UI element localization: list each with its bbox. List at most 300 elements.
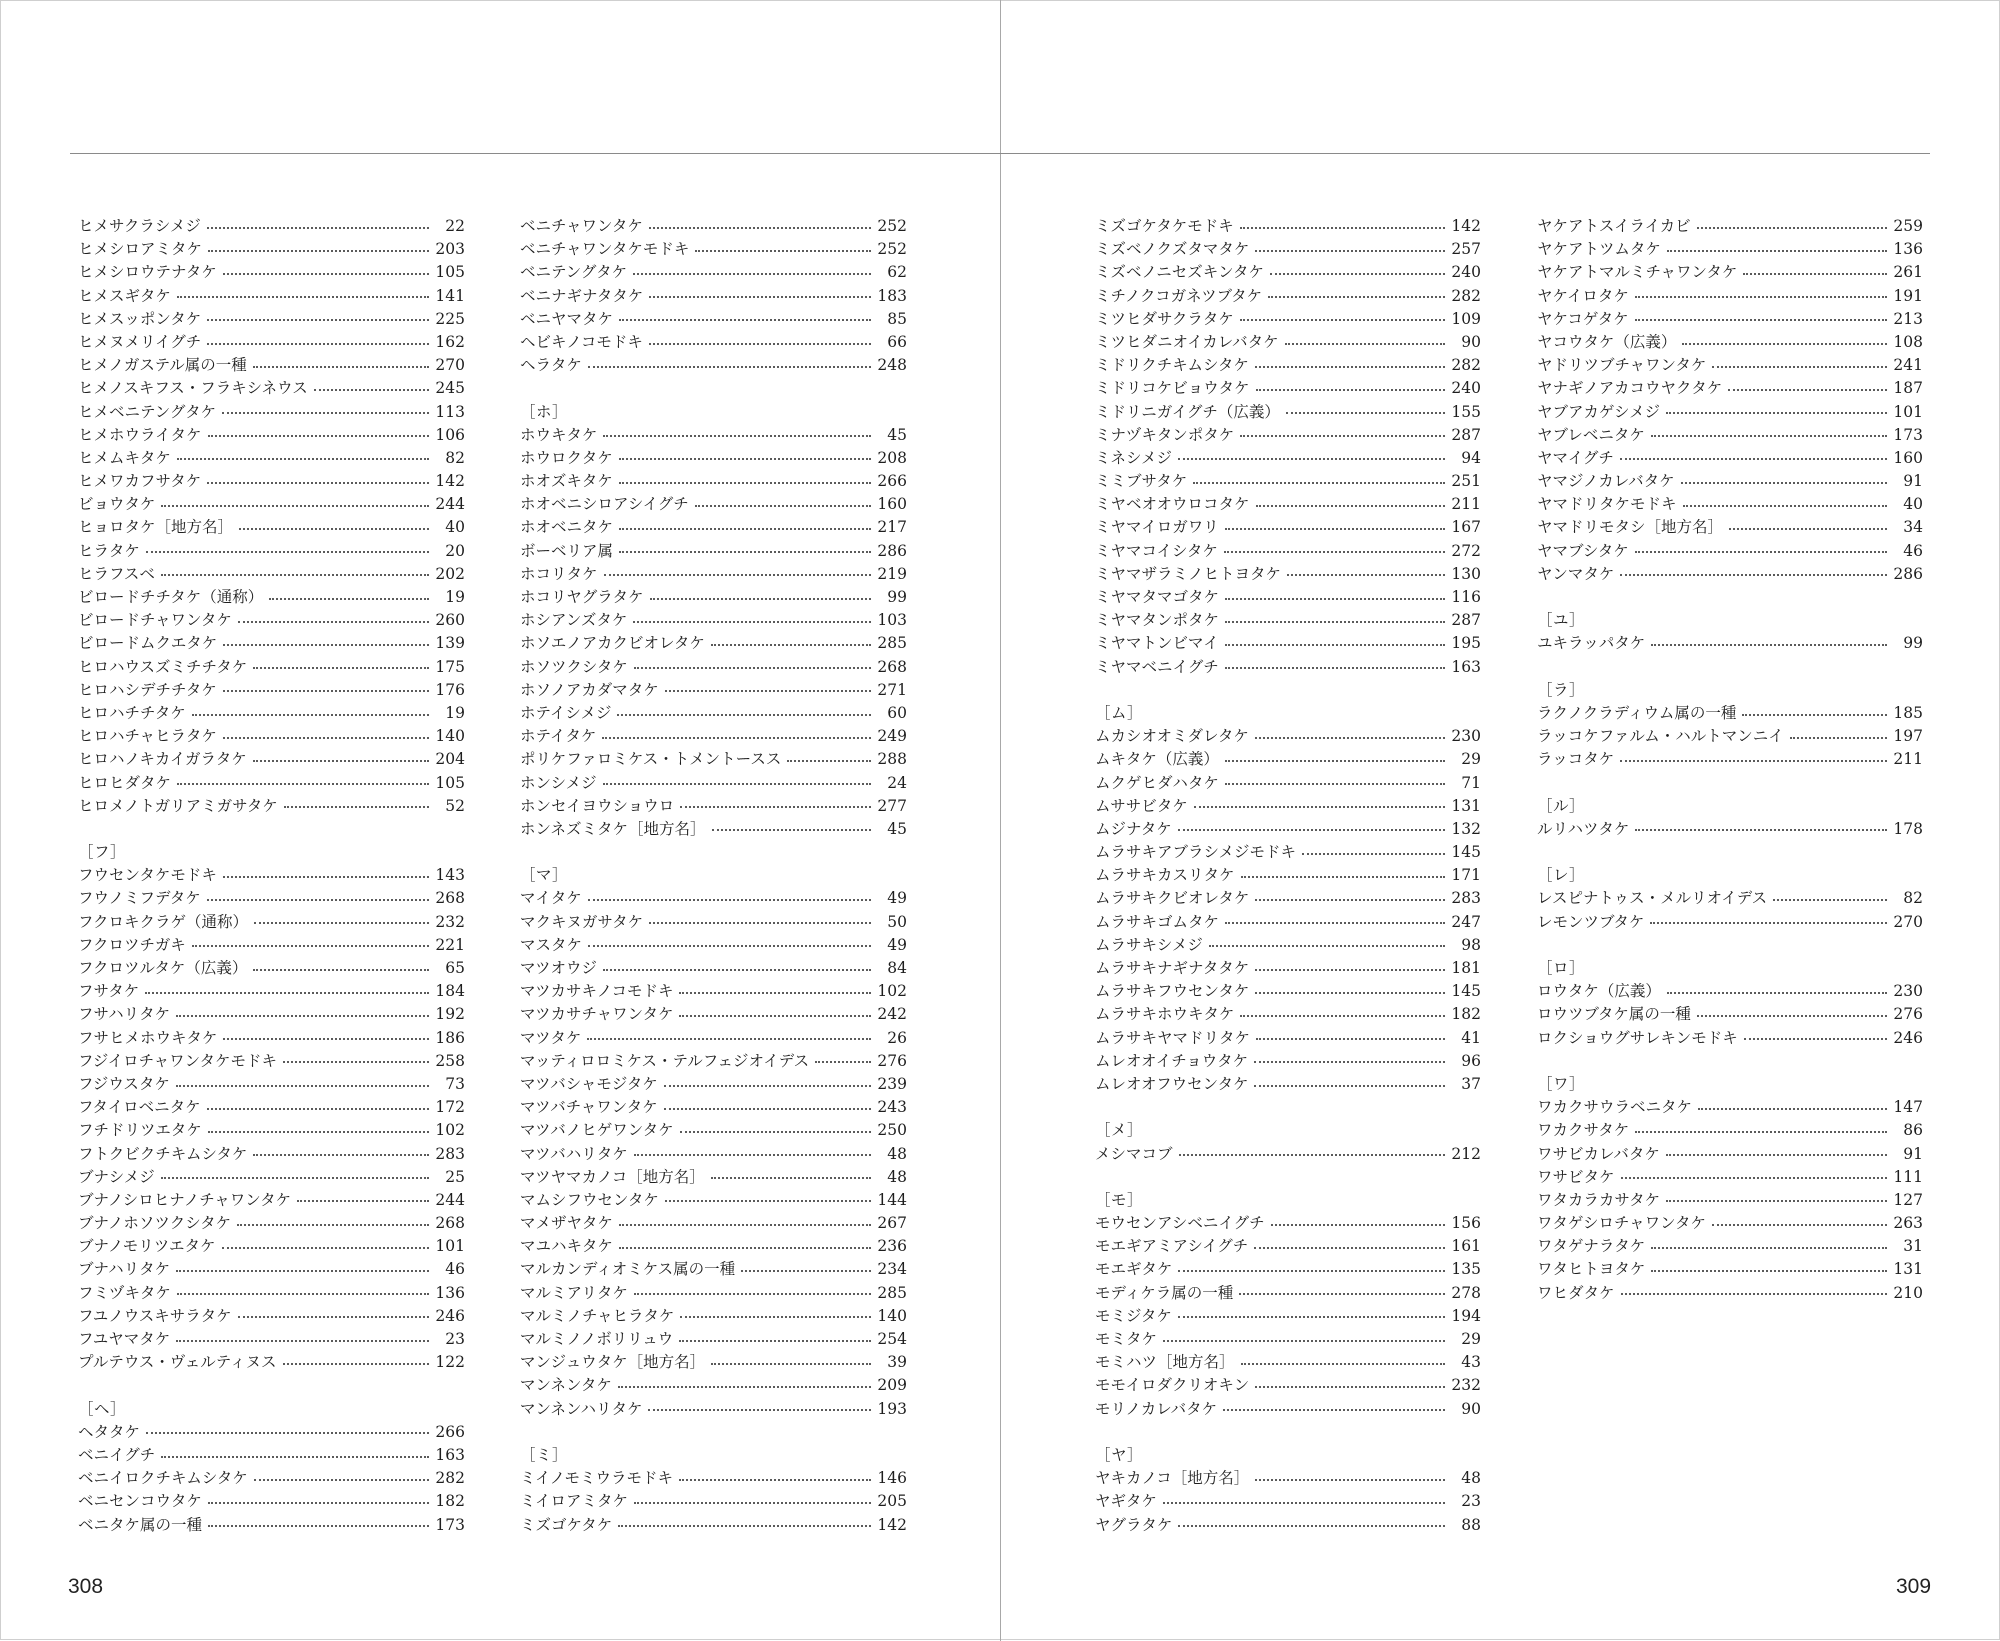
dot-leader — [649, 922, 871, 924]
entry-name: ボーベリア属 — [520, 541, 614, 560]
dot-leader — [207, 343, 429, 345]
index-entry — [78, 540, 465, 563]
index-entry — [520, 1514, 907, 1537]
entry-page-number: 173 — [1893, 425, 1923, 444]
entry-page-number: 248 — [877, 356, 907, 375]
entry-name: ヒョロタケ［地方名］ — [78, 518, 234, 537]
entry-name: ホソツクシタケ — [520, 657, 628, 676]
index-entry — [520, 1166, 907, 1189]
entry-name: ムラサキホウキタケ — [1095, 1005, 1235, 1024]
section-heading: ［ム］ — [1095, 703, 1144, 722]
entry-name: ビロードチャワンタケ — [78, 611, 232, 630]
index-entry — [1095, 1235, 1481, 1258]
entry-name: ホンネズミタケ［地方名］ — [520, 819, 706, 838]
index-entry — [78, 1490, 465, 1513]
index-entry — [1095, 285, 1481, 308]
dot-leader — [604, 574, 871, 576]
index-entry — [78, 424, 465, 447]
entry-page-number: 245 — [435, 379, 465, 398]
dot-leader — [176, 1085, 429, 1087]
entry-name: マツカサチャワンタケ — [520, 1005, 674, 1024]
dot-leader — [1255, 969, 1445, 971]
dot-leader — [680, 1316, 871, 1318]
entry-page-number: 270 — [1893, 912, 1923, 931]
entry-name: ヒメヌメリイグチ — [78, 332, 202, 351]
index-entry — [1095, 772, 1481, 795]
index-entry — [1095, 1351, 1481, 1374]
dot-leader — [1256, 389, 1445, 391]
dot-leader — [223, 737, 429, 739]
entry-name: ミドリクチキムシタケ — [1095, 356, 1249, 375]
index-entry — [520, 1003, 907, 1026]
dot-leader — [679, 1340, 871, 1342]
dot-leader — [1712, 1224, 1887, 1226]
entry-page-number: 31 — [1903, 1237, 1923, 1256]
index-entry — [1095, 1328, 1481, 1351]
header-rule-right — [1000, 153, 1930, 154]
entry-page-number: 91 — [1903, 472, 1923, 491]
entry-name: ベニテングタケ — [520, 263, 628, 282]
index-section — [520, 215, 907, 377]
entry-page-number: 267 — [877, 1214, 907, 1233]
entry-page-number: 184 — [435, 982, 465, 1001]
dot-leader — [1697, 227, 1887, 229]
entry-page-number: 282 — [1451, 286, 1481, 305]
index-entry — [1095, 308, 1481, 331]
entry-page-number: 243 — [877, 1098, 907, 1117]
dot-leader — [177, 783, 429, 785]
entry-name: ムキタケ（広義） — [1095, 750, 1219, 769]
index-entry — [1537, 261, 1923, 284]
dot-leader — [619, 1247, 871, 1249]
entry-page-number: 252 — [877, 217, 907, 235]
entry-name: マンジュウタケ［地方名］ — [520, 1353, 706, 1372]
index-entry — [1095, 331, 1481, 354]
dot-leader — [664, 1108, 871, 1110]
entry-name: ホテイタケ — [520, 727, 597, 746]
entry-name: フサヒメホウキタケ — [78, 1028, 218, 1047]
index-entry — [520, 1189, 907, 1212]
index-entry — [1095, 725, 1481, 748]
index-entry — [1537, 516, 1923, 539]
index-entry — [1095, 516, 1481, 539]
index-entry — [520, 238, 907, 261]
entry-name: ミツヒダサクラタケ — [1095, 309, 1234, 328]
entry-page-number: 240 — [1451, 379, 1481, 398]
dot-leader — [665, 1200, 871, 1202]
entry-name: ミチノクコガネツブタケ — [1095, 286, 1263, 305]
dot-leader — [1698, 1108, 1887, 1110]
entry-name: ワタカラカサタケ — [1537, 1190, 1661, 1209]
dot-leader — [1682, 343, 1887, 345]
dot-leader — [1650, 922, 1887, 924]
entry-page-number: 163 — [1451, 657, 1481, 676]
dot-leader — [1194, 806, 1445, 808]
entry-page-number: 230 — [1893, 982, 1923, 1001]
index-entry — [1095, 656, 1481, 679]
entry-page-number: 99 — [887, 588, 907, 606]
index-entry — [520, 748, 907, 771]
index-entry — [520, 656, 907, 679]
entry-page-number: 268 — [435, 1214, 465, 1233]
dot-leader — [238, 621, 429, 623]
index-entry — [1095, 424, 1481, 447]
entry-page-number: 60 — [887, 703, 907, 722]
section-heading: ［メ］ — [1095, 1121, 1144, 1140]
entry-name: ベニイグチ — [78, 1445, 156, 1464]
dot-leader — [1179, 1154, 1445, 1156]
dot-leader — [587, 1038, 871, 1040]
index-entry — [520, 1490, 907, 1513]
entry-page-number: 127 — [1893, 1190, 1923, 1209]
index-entry — [1537, 702, 1923, 725]
dot-leader — [1255, 1386, 1445, 1388]
entry-name: ロウツブタケ属の一種 — [1537, 1005, 1691, 1024]
dot-leader — [208, 435, 429, 437]
dot-leader — [1271, 1224, 1445, 1226]
entry-name: マンネンハリタケ — [520, 1399, 643, 1418]
entry-name: ミヤマタンポタケ — [1095, 611, 1220, 630]
index-entry — [520, 887, 907, 910]
entry-page-number: 144 — [877, 1190, 907, 1209]
entry-page-number: 217 — [877, 518, 907, 537]
index-entry — [78, 1258, 465, 1281]
entry-name: マツバチャワンタケ — [520, 1098, 658, 1117]
entry-page-number: 182 — [435, 1492, 465, 1511]
entry-page-number: 147 — [1893, 1098, 1923, 1117]
index-section — [1095, 1119, 1481, 1165]
index-entry — [520, 285, 907, 308]
entry-name: ムラサキシメジ — [1095, 935, 1203, 954]
entry-page-number: 105 — [435, 263, 465, 282]
index-section — [1095, 1444, 1481, 1537]
entry-name: ヤドリツブチャワンタケ — [1537, 356, 1707, 375]
entry-name: フジウスタケ — [78, 1074, 170, 1093]
entry-name: ミナヅキタンポタケ — [1095, 425, 1235, 444]
entry-name: マツバハリタケ — [520, 1144, 628, 1163]
dot-leader — [665, 690, 871, 692]
index-entry — [1537, 215, 1923, 238]
entry-name: マツバノヒゲワンタケ — [520, 1121, 674, 1140]
index-entry — [520, 702, 907, 725]
dot-leader — [1635, 296, 1887, 298]
entry-name: ビロードムクエタケ — [78, 634, 218, 653]
index-entry — [1537, 1189, 1923, 1212]
index-section — [520, 864, 907, 1421]
dot-leader — [603, 435, 871, 437]
dot-leader — [679, 1015, 871, 1017]
entry-name: ホソノアカダマタケ — [520, 680, 659, 699]
entry-page-number: 116 — [1451, 588, 1481, 606]
entry-name: ホンシメジ — [520, 773, 597, 792]
entry-page-number: 29 — [1461, 1330, 1481, 1348]
index-entry — [1537, 447, 1923, 470]
entry-name: マンネンタケ — [520, 1376, 612, 1395]
entry-name: モミハツ［地方名］ — [1095, 1353, 1235, 1372]
dot-leader — [1651, 435, 1887, 437]
dot-leader — [253, 760, 429, 762]
index-entry — [78, 934, 465, 957]
index-entry — [520, 772, 907, 795]
entry-page-number: 139 — [435, 634, 465, 653]
entry-page-number: 145 — [1451, 982, 1481, 1001]
dot-leader — [223, 1038, 429, 1040]
entry-page-number: 160 — [1893, 448, 1923, 467]
index-entry — [1537, 1143, 1923, 1166]
index-entry — [1095, 1514, 1481, 1537]
dot-leader — [1241, 876, 1445, 878]
entry-page-number: 285 — [877, 634, 907, 653]
entry-name: フクロツチガキ — [78, 935, 186, 954]
entry-name: ミヤマトンビマイ — [1095, 634, 1219, 653]
dot-leader — [1651, 1270, 1887, 1272]
entry-name: ルリハツタケ — [1537, 819, 1630, 838]
entry-name: レモンツブタケ — [1537, 912, 1645, 931]
dot-leader — [1178, 1525, 1445, 1527]
index-entry — [520, 725, 907, 748]
entry-page-number: 202 — [435, 564, 465, 583]
entry-page-number: 211 — [1893, 750, 1923, 769]
page-number-right: 309 — [1896, 1575, 1932, 1598]
dot-leader — [1286, 412, 1445, 414]
dot-leader — [208, 1525, 429, 1527]
dot-leader — [1255, 366, 1445, 368]
entry-page-number: 244 — [435, 1190, 465, 1209]
entry-name: フミヅキタケ — [78, 1283, 171, 1302]
dot-leader — [1193, 482, 1445, 484]
entry-page-number: 131 — [1893, 1260, 1923, 1279]
dot-leader — [649, 227, 871, 229]
entry-page-number: 195 — [1451, 634, 1481, 653]
index-entry — [78, 1444, 465, 1467]
dot-leader — [1743, 273, 1887, 275]
dot-leader — [1240, 319, 1445, 321]
dot-leader — [1620, 574, 1887, 576]
entry-page-number: 163 — [435, 1445, 465, 1464]
entry-page-number: 49 — [887, 935, 907, 954]
entry-name: ムササビタケ — [1095, 796, 1188, 815]
dot-leader — [1666, 1154, 1887, 1156]
entry-page-number: 25 — [445, 1167, 465, 1186]
entry-page-number: 259 — [1893, 217, 1923, 235]
entry-name: ムラサキフウセンタケ — [1095, 982, 1250, 1001]
entry-page-number: 257 — [1451, 240, 1481, 259]
index-entry — [520, 331, 907, 354]
index-entry — [1537, 377, 1923, 400]
dot-leader — [1651, 644, 1887, 646]
section-heading: ［ミ］ — [520, 1445, 569, 1464]
entry-name: フタイロベニタケ — [78, 1098, 201, 1117]
entry-name: ヤマジノカレバタケ — [1537, 472, 1675, 491]
dot-leader — [284, 806, 429, 808]
index-entry — [1537, 818, 1923, 841]
dot-leader — [664, 1085, 871, 1087]
entry-page-number: 45 — [887, 819, 907, 838]
entry-page-number: 266 — [877, 472, 907, 491]
entry-page-number: 50 — [887, 912, 907, 931]
dot-leader — [1635, 829, 1887, 831]
entry-name: ワタヒトヨタケ — [1537, 1260, 1646, 1279]
index-entry — [520, 632, 907, 655]
index-entry — [1537, 980, 1923, 1003]
entry-page-number: 46 — [445, 1260, 465, 1279]
entry-page-number: 142 — [435, 472, 465, 491]
dot-leader — [711, 1363, 871, 1365]
dot-leader — [177, 458, 429, 460]
dot-leader — [1225, 667, 1445, 669]
dot-leader — [1225, 922, 1445, 924]
entry-name: ヒロヒダタケ — [78, 773, 172, 792]
index-entry — [78, 725, 465, 748]
entry-page-number: 106 — [435, 425, 465, 444]
entry-page-number: 288 — [877, 750, 907, 769]
entry-page-number: 282 — [435, 1469, 465, 1488]
dot-leader — [222, 412, 429, 414]
index-entry — [1095, 1050, 1481, 1073]
dot-leader — [239, 528, 429, 530]
entry-name: モエギタケ — [1095, 1260, 1173, 1279]
index-section — [1095, 1189, 1481, 1421]
dot-leader — [634, 1293, 871, 1295]
entry-name: ミイノモミウラモドキ — [520, 1469, 673, 1488]
entry-name: ミドリニガイグチ（広義） — [1095, 402, 1280, 421]
entry-name: ヤケアトツムタケ — [1537, 240, 1661, 259]
dot-leader — [223, 690, 429, 692]
dot-leader — [192, 714, 429, 716]
index-entry — [1095, 934, 1481, 957]
index-entry — [78, 401, 465, 424]
index-entry — [78, 864, 465, 887]
entry-name: ヒメベニテングタケ — [78, 402, 217, 421]
entry-page-number: 39 — [887, 1353, 907, 1372]
entry-name: ビョウタケ — [78, 495, 156, 514]
entry-name: ミヤマコイシタケ — [1095, 541, 1218, 560]
entry-page-number: 23 — [445, 1330, 465, 1348]
entry-name: ベニナギナタタケ — [520, 286, 644, 305]
dot-leader — [648, 1409, 871, 1411]
index-entry — [520, 563, 907, 586]
index-section — [1537, 864, 1923, 934]
entry-name: フトクビクチキムシタケ — [78, 1144, 248, 1163]
index-entry — [1095, 586, 1481, 609]
entry-page-number: 268 — [435, 889, 465, 908]
entry-page-number: 283 — [1451, 889, 1481, 908]
dot-leader — [619, 551, 871, 553]
entry-name: ヤキカノコ［地方名］ — [1095, 1469, 1250, 1488]
index-entry — [1537, 887, 1923, 910]
entry-page-number: 71 — [1461, 773, 1481, 792]
dot-leader — [207, 227, 429, 229]
entry-name: マツオウジ — [520, 959, 598, 977]
index-entry — [78, 1421, 465, 1444]
entry-name: マルカンディオミケス属の一種 — [520, 1260, 736, 1279]
header-rule-left — [70, 153, 1000, 154]
index-column-3 — [1095, 215, 1481, 1560]
index-entry — [520, 1027, 907, 1050]
index-entry — [1537, 238, 1923, 261]
index-entry — [78, 609, 465, 632]
entry-name: マツヤマカノコ［地方名］ — [520, 1167, 705, 1186]
index-entry — [520, 679, 907, 702]
dot-leader — [1224, 551, 1445, 553]
index-entry — [520, 215, 907, 238]
dot-leader — [161, 574, 429, 576]
entry-name: モリノカレバタケ — [1095, 1399, 1218, 1418]
dot-leader — [1666, 1200, 1887, 1202]
entry-name: ヒラフスベ — [78, 564, 155, 583]
entry-page-number: 46 — [1903, 541, 1923, 560]
entry-page-number: 191 — [1893, 286, 1923, 305]
dot-leader — [1209, 945, 1445, 947]
entry-name: フユノウスキサラタケ — [78, 1306, 232, 1325]
entry-page-number: 20 — [445, 541, 465, 560]
dot-leader — [253, 1154, 429, 1156]
index-entry — [1095, 632, 1481, 655]
entry-name: ムラサキヤマドリタケ — [1095, 1028, 1251, 1047]
entry-name: ホンセイヨウショウロ — [520, 796, 675, 815]
index-entry — [520, 308, 907, 331]
dot-leader — [1254, 1085, 1445, 1087]
entry-name: ムジナタケ — [1095, 819, 1172, 838]
dot-leader — [145, 992, 429, 994]
dot-leader — [1712, 366, 1887, 368]
section-heading: ［ヤ］ — [1095, 1445, 1144, 1464]
index-entry — [520, 1212, 907, 1235]
entry-name: ワヒダタケ — [1537, 1283, 1615, 1302]
dot-leader — [177, 296, 429, 298]
entry-page-number: 192 — [435, 1005, 465, 1024]
index-entry — [1095, 215, 1481, 238]
index-entry — [78, 354, 465, 377]
dot-leader — [1681, 482, 1887, 484]
entry-page-number: 276 — [877, 1051, 907, 1070]
index-entry — [78, 887, 465, 910]
entry-page-number: 240 — [1451, 263, 1481, 282]
entry-page-number: 203 — [435, 240, 465, 259]
index-entry — [1095, 1003, 1481, 1026]
entry-name: ヒロハウスズミチチタケ — [78, 657, 248, 676]
index-entry — [520, 447, 907, 470]
index-entry — [1537, 1119, 1923, 1142]
index-section — [1537, 609, 1923, 655]
dot-leader — [1255, 737, 1445, 739]
entry-page-number: 175 — [435, 657, 465, 676]
entry-name: ヒロハチチタケ — [78, 703, 186, 722]
index-entry — [520, 1258, 907, 1281]
entry-page-number: 263 — [1893, 1214, 1923, 1233]
entry-page-number: 193 — [877, 1399, 907, 1418]
dot-leader — [617, 714, 871, 716]
entry-name: フサハリタケ — [78, 1005, 171, 1024]
entry-name: ラッコタケ — [1537, 750, 1615, 769]
entry-page-number: 111 — [1893, 1167, 1923, 1186]
entry-name: マイタケ — [520, 889, 582, 908]
entry-page-number: 131 — [1451, 796, 1481, 815]
dot-leader — [680, 806, 871, 808]
dot-leader — [1225, 621, 1445, 623]
entry-page-number: 22 — [445, 217, 465, 235]
index-entry — [1537, 1003, 1923, 1026]
entry-name: マムシフウセンタケ — [520, 1190, 659, 1209]
entry-name: ムレオオイチョウタケ — [1095, 1051, 1249, 1070]
dot-leader — [618, 1525, 871, 1527]
entry-name: フジイロチャワンタケモドキ — [78, 1051, 278, 1070]
entry-name: ヤケコゲタケ — [1537, 309, 1629, 328]
entry-name: ミヤマタマゴタケ — [1095, 588, 1220, 606]
entry-name: ミヤベオオウロコタケ — [1095, 495, 1250, 514]
index-entry — [78, 1050, 465, 1073]
section-heading: ［ホ］ — [520, 402, 569, 421]
